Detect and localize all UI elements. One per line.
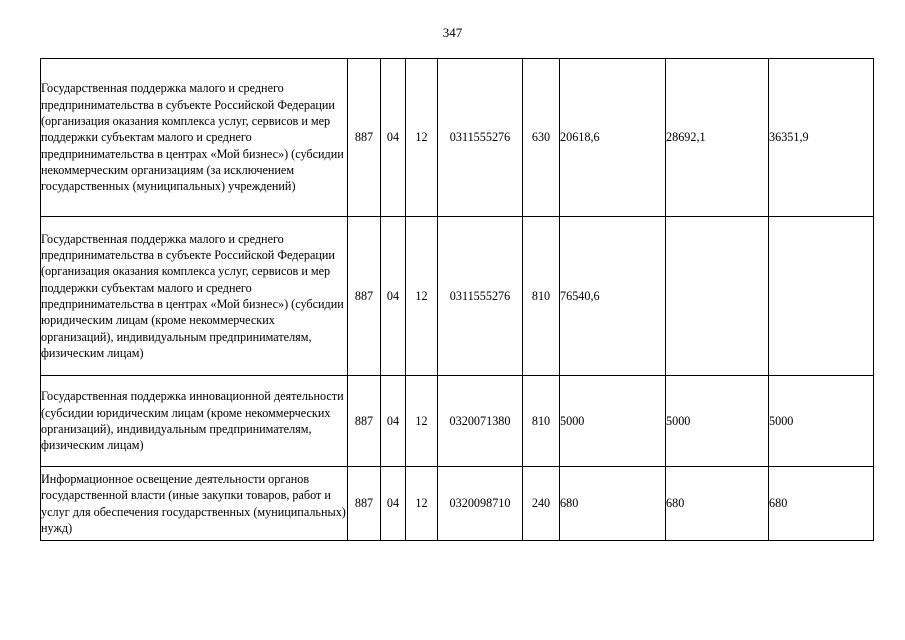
amount-year-1: 20618,6 — [560, 59, 666, 217]
section-code: 04 — [381, 59, 406, 217]
amount-year-1: 680 — [560, 467, 666, 541]
amount-year-1: 5000 — [560, 376, 666, 467]
target-article-code: 0320071380 — [438, 376, 523, 467]
subsection-code: 12 — [406, 59, 438, 217]
table-row — [41, 467, 874, 541]
page-number: 347 — [442, 25, 463, 40]
subsection-code: 12 — [406, 217, 438, 376]
section-code: 04 — [381, 467, 406, 541]
row-name: Государственная поддержка малого и среднего предпринимательства в субъекте Российской Федерации (организация оказания комплекса услуг, сервисов и мер поддержки субъектам малого и среднего предпринимательства в центрах «Мой бизнес») (субсидии некоммерческим организациям (за исключением государственных (муниципальных) учреждений) — [41, 59, 348, 217]
subsection-code: 12 — [406, 467, 438, 541]
amount-year-3 — [769, 217, 874, 376]
amount-year-3: 36351,9 — [769, 59, 874, 217]
amount-year-2: 28692,1 — [666, 59, 769, 217]
target-article-code: 0311555276 — [438, 59, 523, 217]
expense-type-code: 630 — [523, 59, 560, 217]
amount-year-1: 76540,6 — [560, 217, 666, 376]
expense-type-code: 810 — [523, 376, 560, 467]
ministry-code: 887 — [348, 59, 381, 217]
amount-year-2: 5000 — [666, 376, 769, 467]
amount-year-2 — [666, 217, 769, 376]
row-name: Государственная поддержка малого и среднего предпринимательства в субъекте Российской Федерации (организация оказания комплекса услуг, сервисов и мер поддержки субъектам малого и среднего предпринимательства в центрах «Мой бизнес») (субсидии юридическим лицам (кроме некоммерческих организаций), индивидуальным предпринимателям, физическим лицам) — [41, 217, 348, 376]
section-code: 04 — [381, 217, 406, 376]
expense-type-code: 240 — [523, 467, 560, 541]
amount-year-3: 680 — [769, 467, 874, 541]
amount-year-2: 680 — [666, 467, 769, 541]
table-row — [41, 217, 874, 376]
budget-table — [40, 58, 874, 541]
row-name: Информационное освещение деятельности органов государственной власти (иные закупки товаров, работ и услуг для обеспечения государственных (муниципальных) нужд) — [41, 467, 348, 541]
ministry-code: 887 — [348, 217, 381, 376]
row-name: Государственная поддержка инновационной деятельности (субсидии юридическим лицам (кроме некоммерческих организаций), индивидуальным предпринимателям, физическим лицам) — [41, 376, 348, 467]
ministry-code: 887 — [348, 376, 381, 467]
target-article-code: 0320098710 — [438, 467, 523, 541]
table-row — [41, 59, 874, 217]
ministry-code: 887 — [348, 467, 381, 541]
amount-year-3: 5000 — [769, 376, 874, 467]
target-article-code: 0311555276 — [438, 217, 523, 376]
table-row — [41, 376, 874, 467]
expense-type-code: 810 — [523, 217, 560, 376]
section-code: 04 — [381, 376, 406, 467]
subsection-code: 12 — [406, 376, 438, 467]
